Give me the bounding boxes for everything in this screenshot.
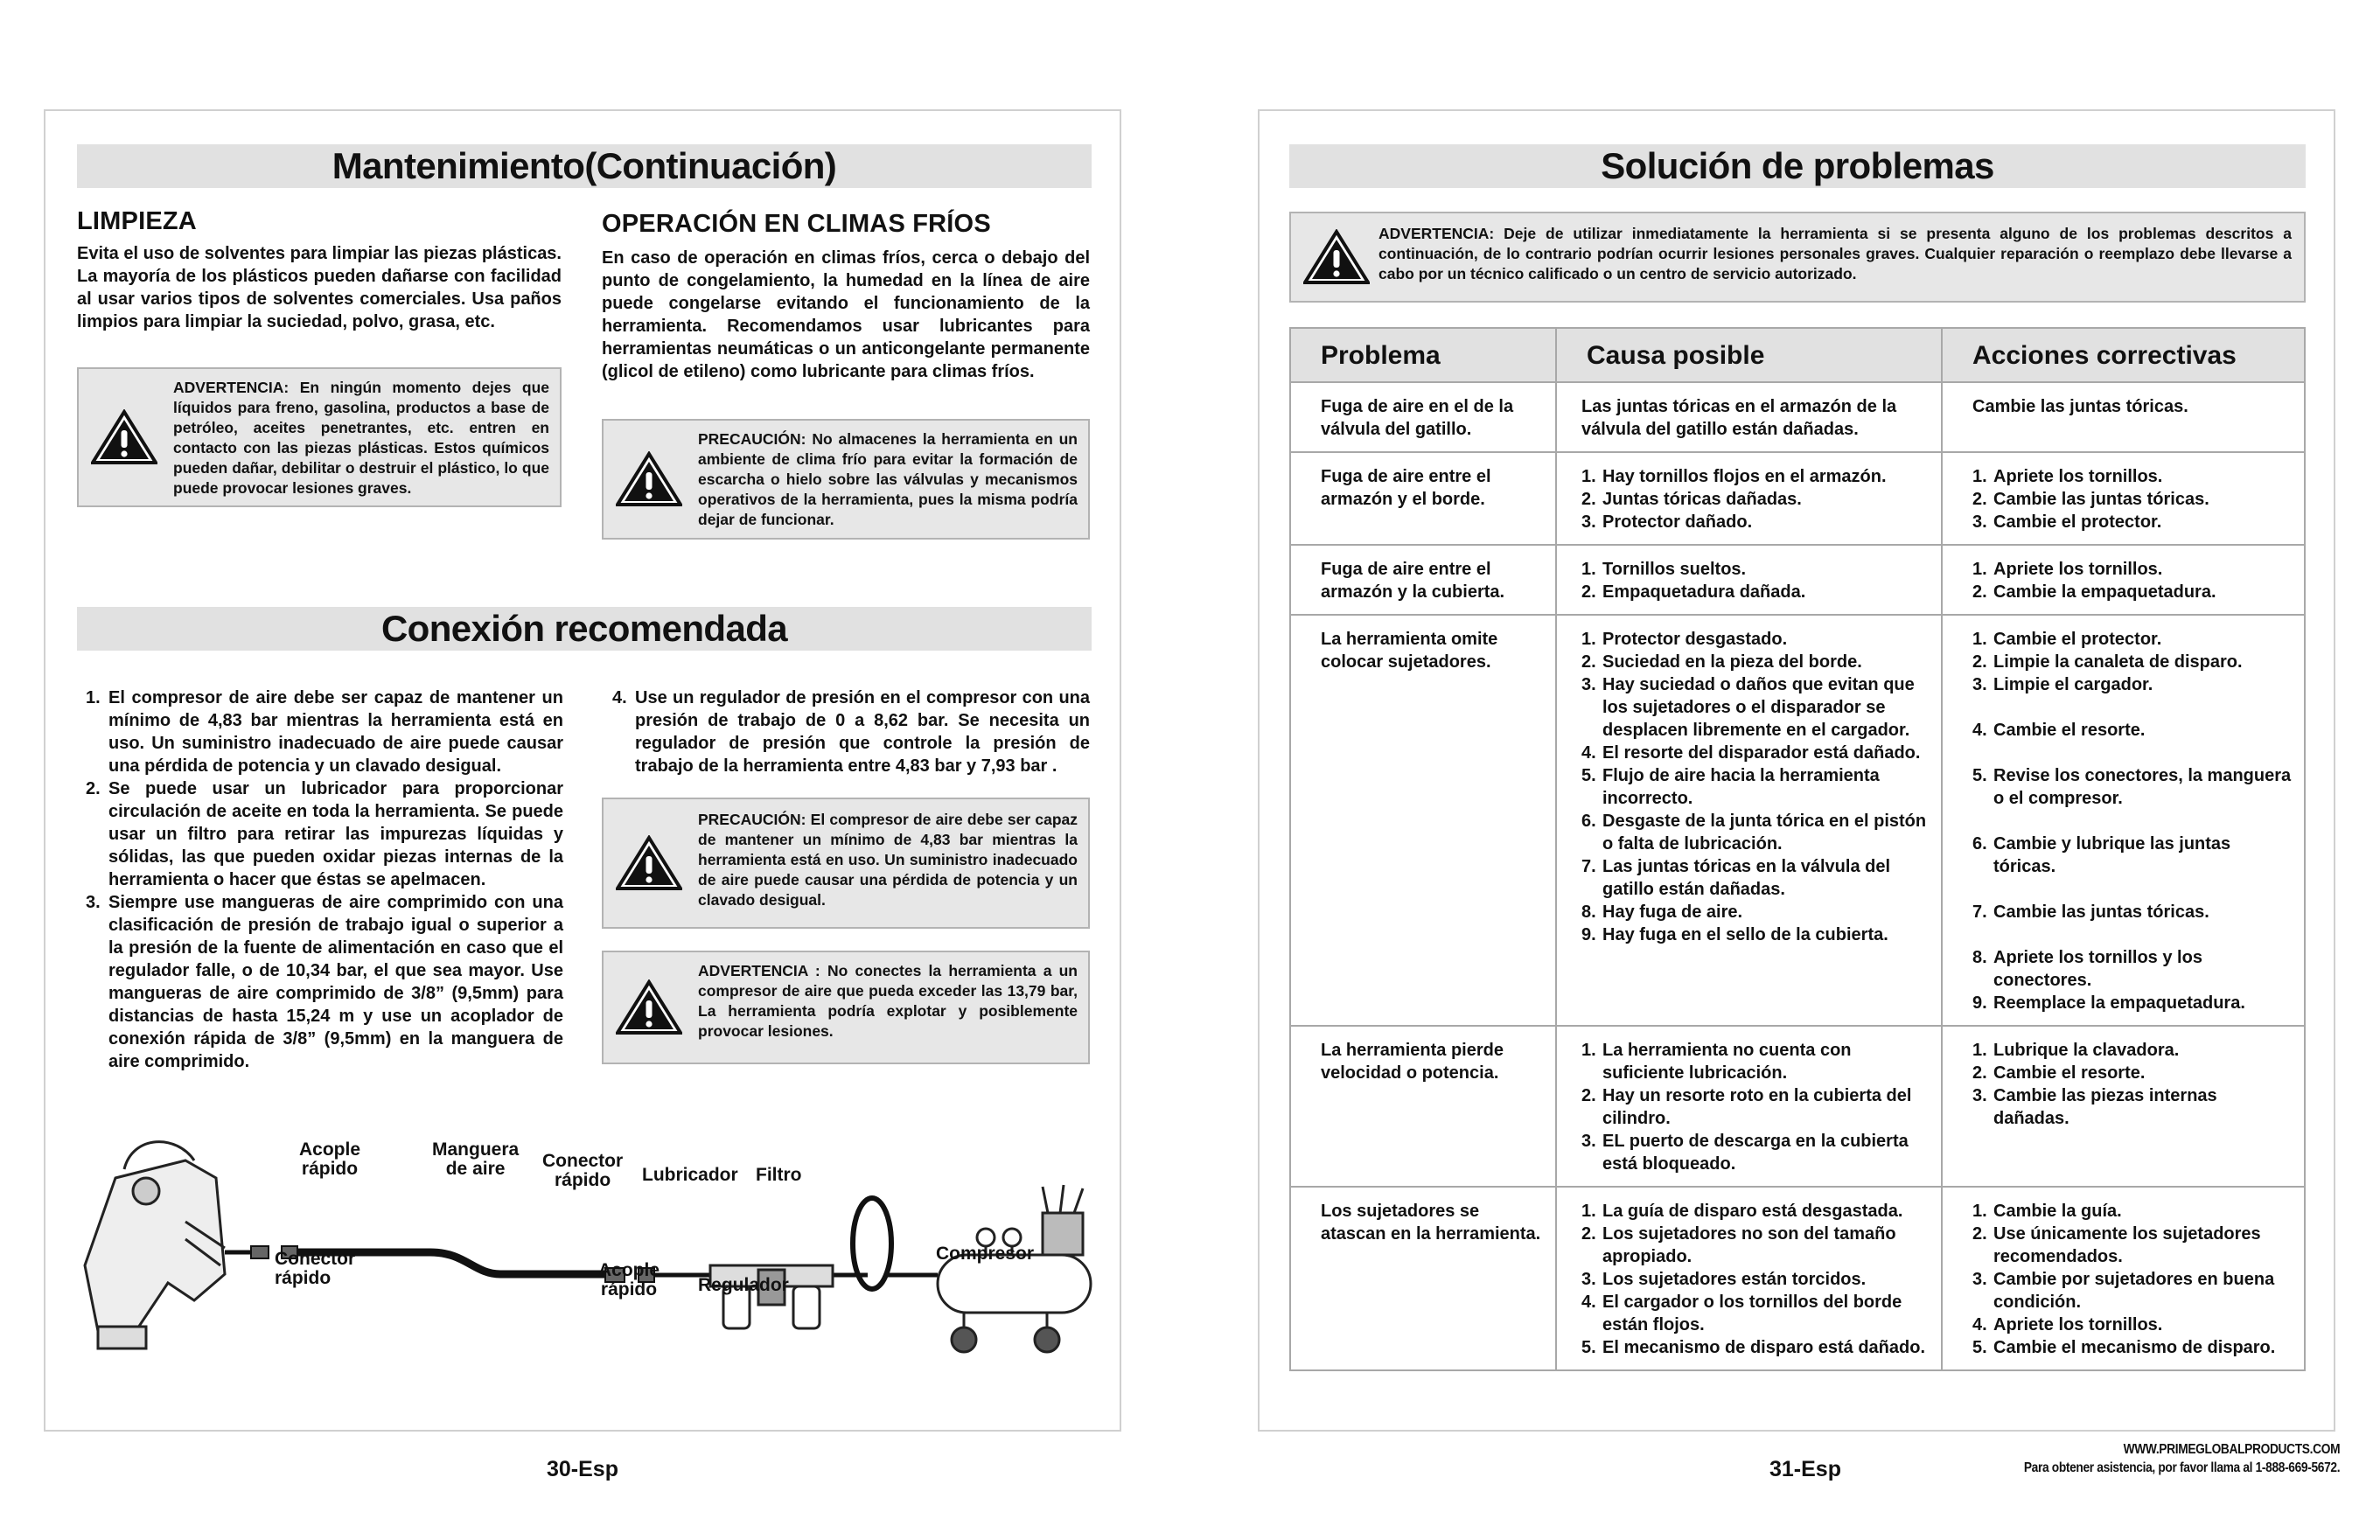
- list-item: 1. Tornillos sueltos.: [1581, 560, 1747, 579]
- list-item: 7. Las juntas tóricas en la válvula del gatillo están dañadas.: [1581, 857, 1891, 899]
- conexion-warning-text: ADVERTENCIA : No conectes la herramienta a un compresor de aire que pueda exceder las 13,79 bar, La herramienta podría explotar y posiblemente provocar lesiones.: [698, 962, 1078, 1040]
- frio-caution-box: [602, 419, 1090, 540]
- list-item: 8. Apriete los tornillos y los conectores.: [1972, 948, 2202, 990]
- frio-heading: OPERACIÓN EN CLIMAS FRÍOS: [602, 210, 991, 238]
- list-item: 6. Cambie y lubrique las juntas tóricas.: [1972, 834, 2231, 876]
- frio-caution-text: PRECAUCIÓN: No almacenes la herramienta en un ambiente de clima frío para evitar la formación de escarcha o hielo sobre las válvulas y mecanismos operativos de la herramienta, pues la misma podría dejar de funcionar.: [698, 430, 1078, 528]
- table-row: [1290, 1026, 2305, 1187]
- troubleshooting-warning-box: [1289, 212, 2306, 303]
- warning-icon: [616, 451, 682, 507]
- compresor-label: Compresor: [936, 1244, 1035, 1264]
- conexion-banner: Conexión recomendada: [77, 607, 1092, 651]
- list-item: 2. Suciedad en la pieza del borde.: [1581, 652, 1862, 672]
- table-row: [1290, 452, 2305, 545]
- list-item: 4. Apriete los tornillos.: [1972, 1315, 2163, 1334]
- list-item: 1. Cambie el protector.: [1972, 630, 2162, 649]
- conexion-step-4: [612, 686, 1090, 777]
- list-item: 4. El resorte del disparador está dañado.: [1581, 743, 1921, 763]
- list-item: 2. Hay un resorte roto en la cubierta del cilindro.: [1581, 1086, 1912, 1128]
- problem-cell: La herramienta omite colocar sujetadores.: [1290, 615, 1556, 1026]
- list-item: 1. La guía de disparo está desgastada.: [1581, 1202, 1903, 1221]
- list-item: 7. Cambie las juntas tóricas.: [1972, 902, 2209, 922]
- footer-contact: [2024, 1440, 2340, 1477]
- causes-cell: [1556, 1026, 1942, 1187]
- warning-icon: [616, 979, 682, 1035]
- problem-cell: La herramienta pierde velocidad o potencia.: [1290, 1026, 1556, 1187]
- list-item: 3. Cambie el protector.: [1972, 512, 2162, 532]
- list-item: 2. Cambie las juntas tóricas.: [1972, 490, 2209, 509]
- list-item: 4. Cambie el resorte.: [1972, 721, 2146, 740]
- acople-rapido-label: Acople rápido: [598, 1260, 660, 1300]
- list-item: 2. Cambie la empaquetadura.: [1972, 582, 2216, 602]
- table-row: [1290, 1187, 2305, 1370]
- causes-cell: [1556, 615, 1942, 1026]
- list-item: 8. Hay fuga de aire.: [1581, 902, 1743, 922]
- list-item: 2. Los sujetadores no son del tamaño apropiado.: [1581, 1224, 1896, 1266]
- manguera-label: Manguera de aire: [432, 1139, 520, 1179]
- problem-cell: Fuga de aire en el de la válvula del gatillo.: [1290, 382, 1556, 452]
- conexion-warning-box: [602, 951, 1090, 1064]
- footer-url: WWW.PRIMEGLOBALPRODUCTS.COM: [2123, 1442, 2340, 1457]
- conector-rapido-label: Conector rápido: [542, 1151, 624, 1190]
- table-row: [1290, 382, 2305, 452]
- list-item: 9. Hay fuga en el sello de la cubierta.: [1581, 925, 1888, 944]
- conexion-caution-box: [602, 798, 1090, 929]
- regulador-label: Regulador: [698, 1275, 789, 1295]
- troubleshooting-table: [1289, 327, 2306, 1371]
- column-header: Problema: [1290, 328, 1556, 382]
- causes-cell: [1556, 1187, 1942, 1370]
- causes-cell: [1556, 545, 1942, 615]
- actions-cell: [1942, 1026, 2305, 1187]
- list-item: 3. EL puerto de descarga en la cubierta está bloqueado.: [1581, 1132, 1909, 1174]
- actions-cell: [1942, 1187, 2305, 1370]
- table-header-row: [1290, 328, 2305, 382]
- actions-cell: [1942, 452, 2305, 545]
- list-item: 3. Los sujetadores están torcidos.: [1581, 1270, 1867, 1289]
- nailer-icon: [85, 1142, 225, 1348]
- list-item: 2. Se puede usar un lubricador para proporcionar circulación de aceite en toda la herramienta. Se puede usar un filtro para retirar las impurezas líquidas y sólidas, las que pueden oxidar piezas internas de la herramienta o hacer que éstas se apelmacen.: [86, 779, 563, 889]
- table-row: [1290, 545, 2305, 615]
- troubleshooting-banner: Solución de problemas: [1289, 144, 2306, 188]
- list-item: 2. Use únicamente los sujetadores recomendados.: [1972, 1224, 2261, 1266]
- list-item: 3. Protector dañado.: [1581, 512, 1753, 532]
- page-31: [1258, 109, 2335, 1432]
- warning-icon: [616, 835, 682, 891]
- list-item: 5. El mecanismo de disparo está dañado.: [1581, 1338, 1926, 1357]
- page-number-31: 31-Esp: [1769, 1457, 1841, 1481]
- filtro-label: Filtro: [756, 1165, 802, 1185]
- list-item: 1. Hay tornillos flojos en el armazón.: [1581, 467, 1887, 486]
- column-header: Causa posible: [1556, 328, 1942, 382]
- list-item: 9. Reemplace la empaquetadura.: [1972, 993, 2245, 1013]
- problem-cell: Fuga de aire entre el armazón y la cubierta.: [1290, 545, 1556, 615]
- list-item: 1. La herramienta no cuenta con suficiente lubricación.: [1581, 1041, 1852, 1083]
- list-item: 3. Cambie las piezas internas dañadas.: [1972, 1086, 2217, 1128]
- list-item: 5. Cambie el mecanismo de disparo.: [1972, 1338, 2276, 1357]
- column-header: Acciones correctivas: [1942, 328, 2305, 382]
- list-item: 3. Limpie el cargador.: [1972, 675, 2153, 694]
- conector-rapido-label: Conector rápido: [275, 1249, 356, 1288]
- frio-body: En caso de operación en climas fríos, cerca o debajo del punto de congelamiento, la humedad en la línea de aire puede congelarse evitando el funcionamiento de la herramienta. Recomendamos usar lubricantes para herramientas neumáticas o un anticongelante permanente (glicol de etileno) como lubricante para climas fríos.: [602, 248, 1090, 381]
- list-item: 5. Revise los conectores, la manguera o el compresor.: [1972, 766, 2292, 808]
- list-item: 1. El compresor de aire debe ser capaz de mantener un mínimo de 4,83 bar mientras la herramienta está en uso. Un suministro inadecuado de aire puede causar una pérdida de potencia y un clavado desigual.: [86, 688, 563, 776]
- compressor-icon: [938, 1185, 1091, 1352]
- list-item: 1. Cambie la guía.: [1972, 1202, 2122, 1221]
- causes-cell: [1556, 452, 1942, 545]
- list-item: 1. Apriete los tornillos.: [1972, 560, 2163, 579]
- list-item: 2. Cambie el resorte.: [1972, 1063, 2146, 1083]
- list-item: 4. El cargador o los tornillos del borde están flojos.: [1581, 1293, 1902, 1334]
- page-30: [44, 109, 1121, 1432]
- list-item: 1. Protector desgastado.: [1581, 630, 1788, 649]
- list-item: Las juntas tóricas en el armazón de la válvula del gatillo están dañadas.: [1581, 397, 1897, 439]
- acople-rapido-label: Acople rápido: [299, 1139, 361, 1179]
- list-item: 5. Flujo de aire hacia la herramienta incorrecto.: [1581, 766, 1880, 808]
- problem-cell: Fuga de aire entre el armazón y el borde.: [1290, 452, 1556, 545]
- page-number-30: 30-Esp: [547, 1457, 618, 1481]
- actions-cell: [1942, 615, 2305, 1026]
- causes-cell: [1556, 382, 1942, 452]
- conexion-steps: [86, 686, 563, 1073]
- troubleshooting-warning-text: ADVERTENCIA: Deje de utilizar inmediatamente la herramienta si se presenta alguno de los problemas descritos a continuación, de lo contrario podrían ocurrir lesiones personales graves. Cualquier reparación o reemplazo debe llevarse a cabo por un técnico calificado o un centro de servicio autorizado.: [1378, 225, 2292, 282]
- list-item: 2. Limpie la canaleta de disparo.: [1972, 652, 2243, 672]
- list-item: 3. Cambie por sujetadores en buena condición.: [1972, 1270, 2275, 1312]
- list-item: 6. Desgaste de la junta tórica en el pistón o falta de lubricación.: [1581, 812, 1927, 854]
- limpieza-warning-text: ADVERTENCIA: En ningún momento dejes que líquidos para freno, gasolina, productos a base de petróleo, aceites penetrantes, etc. entren en contacto con las piezas plásticas. Estos químicos pueden dañar, debilitar o destruir el plástico, lo que puede provocar lesiones graves.: [173, 379, 549, 497]
- actions-cell: [1942, 382, 2305, 452]
- lubricador-label: Lubricador: [642, 1165, 738, 1185]
- list-item: 3. Siempre use mangueras de aire comprimido con una clasificación de presión de trabajo igual o superior a la presión de la fuente de alimentación en caso que el regulador falle, o de 10,34 bar, el que sea mayor. Use mangueras de aire comprimido de 3/8” (9,5mm) para distancias de hasta 15,24 m y use un acoplador de conexión rápida de 3/8” (9,5mm) en la manguera de aire comprimido.: [86, 893, 563, 1071]
- problem-cell: Los sujetadores se atascan en la herramienta.: [1290, 1187, 1556, 1370]
- limpieza-heading: LIMPIEZA: [77, 207, 197, 235]
- list-item: 1. Apriete los tornillos.: [1972, 467, 2163, 486]
- footer-help: Para obtener asistencia, por favor llama al 1-888-669-5672.: [2023, 1460, 2340, 1475]
- limpieza-body: Evita el uso de solventes para limpiar las piezas plásticas. La mayoría de los plásticos pueden dañarse con facilidad al usar varios tipos de solventes comerciales. Usa paños limpios para limpiar la suciedad, polvo, grasa, etc.: [77, 244, 562, 331]
- actions-cell: [1942, 545, 2305, 615]
- list-item: 1. Lubrique la clavadora.: [1972, 1041, 2180, 1060]
- conexion-caution-text: PRECAUCIÓN: El compresor de aire debe ser capaz de mantener un mínimo de 4,83 bar mientras la herramienta está en uso. Un suministro inadecuado de aire puede causar una pérdida de potencia y un clavado desigual.: [698, 811, 1078, 909]
- warning-icon: [91, 409, 157, 465]
- list-item: 2. Juntas tóricas dañadas.: [1581, 490, 1802, 509]
- list-item: 3. Hay suciedad o daños que evitan que los sujetadores o el disparador se desplacen libremente en el cargador.: [1581, 675, 1915, 740]
- warning-icon: [1303, 229, 1370, 285]
- list-item: 2. Empaquetadura dañada.: [1581, 582, 1806, 602]
- table-row: [1290, 615, 2305, 1026]
- maintenance-banner: Mantenimiento(Continuación): [77, 144, 1092, 188]
- limpieza-warning-box: [77, 367, 562, 507]
- list-item: 4. Use un regulador de presión en el compresor con una presión de trabajo de 0 a 8,62 bar. Se necesita un regulador de presión que controle la presión de trabajo de la herramienta entre 4,83 bar y 7,93 bar .: [612, 688, 1090, 776]
- list-item: Cambie las juntas tóricas.: [1972, 397, 2188, 416]
